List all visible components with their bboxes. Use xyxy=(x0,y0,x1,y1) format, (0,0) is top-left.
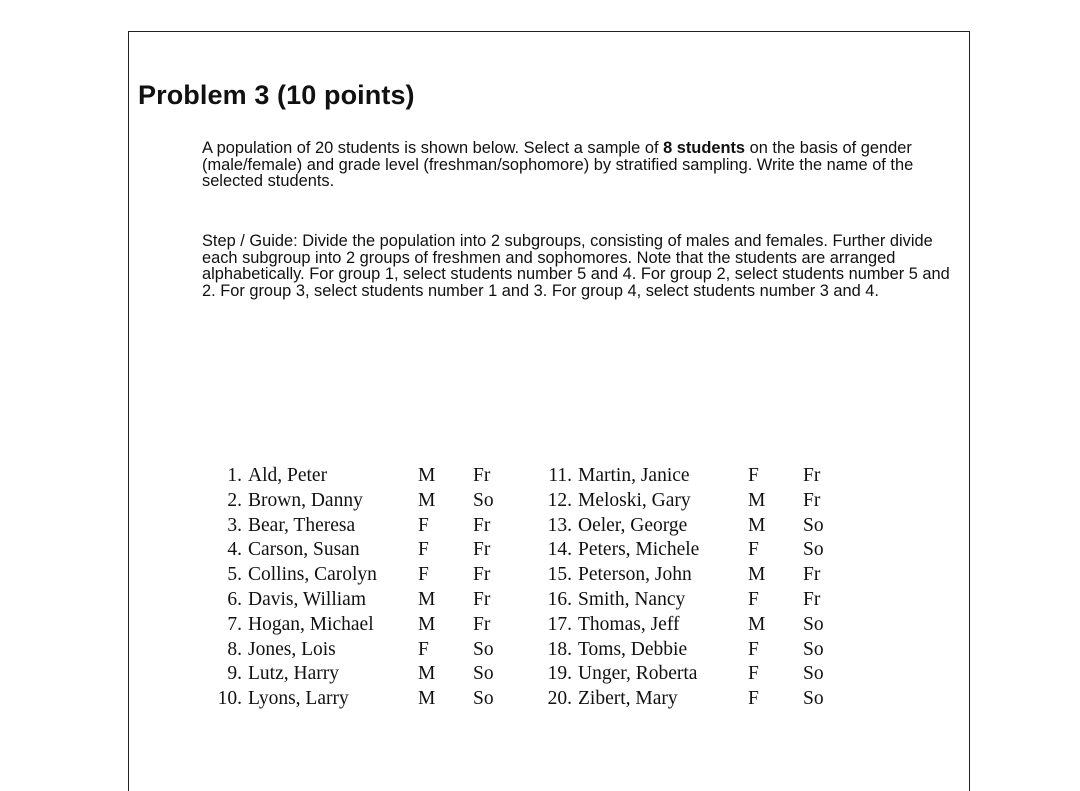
student-number: 18. xyxy=(547,638,572,660)
student-row xyxy=(535,489,865,514)
student-row xyxy=(205,514,535,539)
student-gender: F xyxy=(748,588,759,610)
student-gender: F xyxy=(418,514,429,536)
student-row xyxy=(535,538,865,563)
roster-column-right xyxy=(535,464,865,712)
instructions-text-end: on the basis of gender (male/female) and grade level (freshman/sophomore) by stratified sampling. Write the name of the selected students. xyxy=(202,139,914,191)
student-gender: M xyxy=(418,688,436,710)
student-gender: F xyxy=(418,564,429,586)
student-name: Oeler, George xyxy=(578,514,688,536)
step-guide: Step / Guide: Divide the population into 2 subgroups, consisting of males and females. Further divide each subgroup into 2 groups of freshmen and sophomores. Note that the students are arranged alphabetically. For group 1, select students number 5 and 4. For group 2, select students number 5 and 2. For group 3, select students number 1 and 3. For group 4, select students number 3 and 4. xyxy=(202,232,950,300)
student-number: 12. xyxy=(547,489,572,511)
student-roster xyxy=(205,464,865,712)
student-number: 16. xyxy=(547,588,572,610)
student-gender: M xyxy=(418,663,436,685)
student-row xyxy=(205,489,535,514)
student-number: 14. xyxy=(547,539,572,561)
student-name: Carson, Susan xyxy=(248,539,360,561)
problem-box xyxy=(128,31,970,791)
student-number: 5. xyxy=(227,564,242,586)
student-number: 9. xyxy=(227,663,242,685)
student-gender: F xyxy=(748,688,759,710)
student-grade-level: So xyxy=(473,688,494,710)
student-name: Martin, Janice xyxy=(578,465,690,486)
student-gender: M xyxy=(418,465,436,486)
student-row xyxy=(535,563,865,588)
student-gender: F xyxy=(748,638,759,660)
student-gender: M xyxy=(418,588,436,610)
student-name: Collins, Carolyn xyxy=(248,564,377,586)
student-row xyxy=(205,588,535,613)
student-gender: M xyxy=(418,613,436,635)
student-number: 4. xyxy=(227,539,242,561)
student-name: Lutz, Harry xyxy=(248,663,339,685)
student-gender: M xyxy=(748,613,766,635)
roster-column-left xyxy=(205,464,535,712)
student-row xyxy=(205,638,535,663)
student-number: 3. xyxy=(227,514,242,536)
student-row xyxy=(205,563,535,588)
problem-title: Problem 3 (10 points) xyxy=(138,80,415,110)
student-number: 1. xyxy=(227,465,242,486)
student-grade-level: So xyxy=(473,663,494,685)
student-grade-level: So xyxy=(803,638,824,660)
student-gender: F xyxy=(748,539,759,561)
student-row xyxy=(535,514,865,539)
student-row xyxy=(205,613,535,638)
student-grade-level: Fr xyxy=(803,564,821,586)
student-gender: M xyxy=(748,514,766,536)
student-name: Ald, Peter xyxy=(248,465,328,486)
student-row xyxy=(205,662,535,687)
student-gender: F xyxy=(748,465,759,486)
student-grade-level: Fr xyxy=(803,588,821,610)
student-name: Lyons, Larry xyxy=(248,688,349,710)
student-grade-level: Fr xyxy=(473,588,491,610)
student-row xyxy=(535,662,865,687)
student-grade-level: So xyxy=(803,539,824,561)
student-grade-level: So xyxy=(803,613,824,635)
student-name: Peterson, John xyxy=(578,564,692,586)
student-number: 6. xyxy=(227,588,242,610)
student-name: Bear, Theresa xyxy=(248,514,356,536)
student-number: 13. xyxy=(547,514,572,536)
student-grade-level: So xyxy=(803,663,824,685)
student-number: 7. xyxy=(227,613,242,635)
student-row xyxy=(535,588,865,613)
student-name: Meloski, Gary xyxy=(578,489,691,511)
student-grade-level: Fr xyxy=(803,465,821,486)
problem-instructions xyxy=(202,140,962,190)
student-row xyxy=(205,464,535,489)
student-grade-level: So xyxy=(473,489,494,511)
student-row xyxy=(205,687,535,712)
sample-size-emphasis: 8 students xyxy=(663,139,746,157)
student-number: 20. xyxy=(547,688,572,710)
student-name: Jones, Lois xyxy=(248,638,336,660)
student-row xyxy=(535,613,865,638)
instructions-text-start: A population of 20 students is shown below. Select a sample of xyxy=(202,139,664,157)
student-grade-level: Fr xyxy=(473,613,491,635)
student-name: Zibert, Mary xyxy=(578,688,678,710)
student-number: 2. xyxy=(227,489,242,511)
student-name: Thomas, Jeff xyxy=(578,613,680,635)
student-grade-level: Fr xyxy=(473,539,491,561)
student-row xyxy=(535,638,865,663)
student-number: 19. xyxy=(547,663,572,685)
student-name: Peters, Michele xyxy=(578,539,700,561)
student-row xyxy=(535,687,865,712)
student-name: Davis, William xyxy=(248,588,367,610)
student-gender: F xyxy=(418,638,429,660)
student-row xyxy=(535,464,865,489)
student-name: Unger, Roberta xyxy=(578,663,698,685)
student-grade-level: Fr xyxy=(473,514,491,536)
student-grade-level: So xyxy=(803,688,824,710)
student-number: 8. xyxy=(227,638,242,660)
student-grade-level: So xyxy=(803,514,824,536)
student-name: Toms, Debbie xyxy=(578,638,688,660)
student-gender: F xyxy=(418,539,429,561)
student-grade-level: Fr xyxy=(473,564,491,586)
student-name: Brown, Danny xyxy=(248,489,363,511)
student-name: Smith, Nancy xyxy=(578,588,686,610)
student-row xyxy=(205,538,535,563)
student-grade-level: Fr xyxy=(803,489,821,511)
student-grade-level: Fr xyxy=(473,465,491,486)
student-gender: M xyxy=(418,489,436,511)
student-gender: M xyxy=(748,489,766,511)
student-number: 15. xyxy=(547,564,572,586)
student-name: Hogan, Michael xyxy=(248,613,374,635)
student-number: 11. xyxy=(548,465,572,486)
student-number: 10. xyxy=(217,688,242,710)
student-grade-level: So xyxy=(473,638,494,660)
student-number: 17. xyxy=(547,613,572,635)
student-gender: M xyxy=(748,564,766,586)
student-gender: F xyxy=(748,663,759,685)
